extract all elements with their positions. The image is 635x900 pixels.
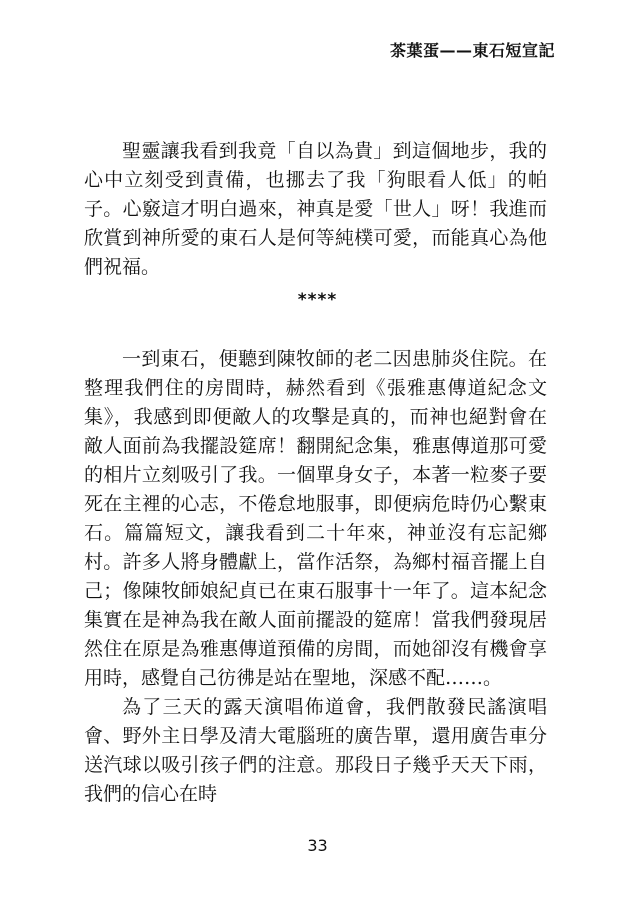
- paragraph-2: 一到東石，便聽到陳牧師的老二因患肺炎住院。在整理我們住的房間時，赫然看到《張雅惠傳道紀念文集》，我感到即便敵人的攻擊是真的，而神也絕對會在敵人面前為我擺設筵席！翻開紀念集，雅惠傳道那可愛的相片立刻吸引了我。一個單身女子，本著一粒麥子要死在主裡的心志，不倦怠地服事，即便病危時仍心繫東石。篇篇短文，讓我看到二十年來，神並沒有忘記鄉村。許多人將身體獻上，當作活祭，為鄉村福音擺上自己；像陳牧師娘紀貞已在東石服事十一年了。這本紀念集實在是神為我在敵人面前擺設的筵席！當我們發現居然住在原是為雅惠傳道預備的房間，而她卻沒有機會享用時，感覺自己彷彿是站在聖地，深感不配……。: [84, 348, 547, 689]
- text-block-1: [84, 137, 547, 282]
- page-number: 33: [307, 836, 328, 855]
- paragraph-1: 聖靈讓我看到我竟「自以為貴」到這個地步，我的心中立刻受到責備，也挪去了我「狗眼看人低」的帕子。心竅這才明白過來，神真是愛「世人」呀！我進而欣賞到神所愛的東石人是何等純樸可愛，而能真心為他們祝福。: [84, 140, 547, 278]
- running-header: 茶葉蛋——東石短宣記: [389, 41, 555, 60]
- section-separator: ****: [297, 290, 338, 310]
- paragraph-3: 為了三天的露天演唱佈道會，我們散發民謠演唱會、野外主日學及清大電腦班的廣告單，還用廣告車分送汽球以吸引孩子們的注意。那段日子幾乎天天下雨，我們的信心在時: [84, 696, 547, 805]
- text-block-2: [84, 345, 547, 809]
